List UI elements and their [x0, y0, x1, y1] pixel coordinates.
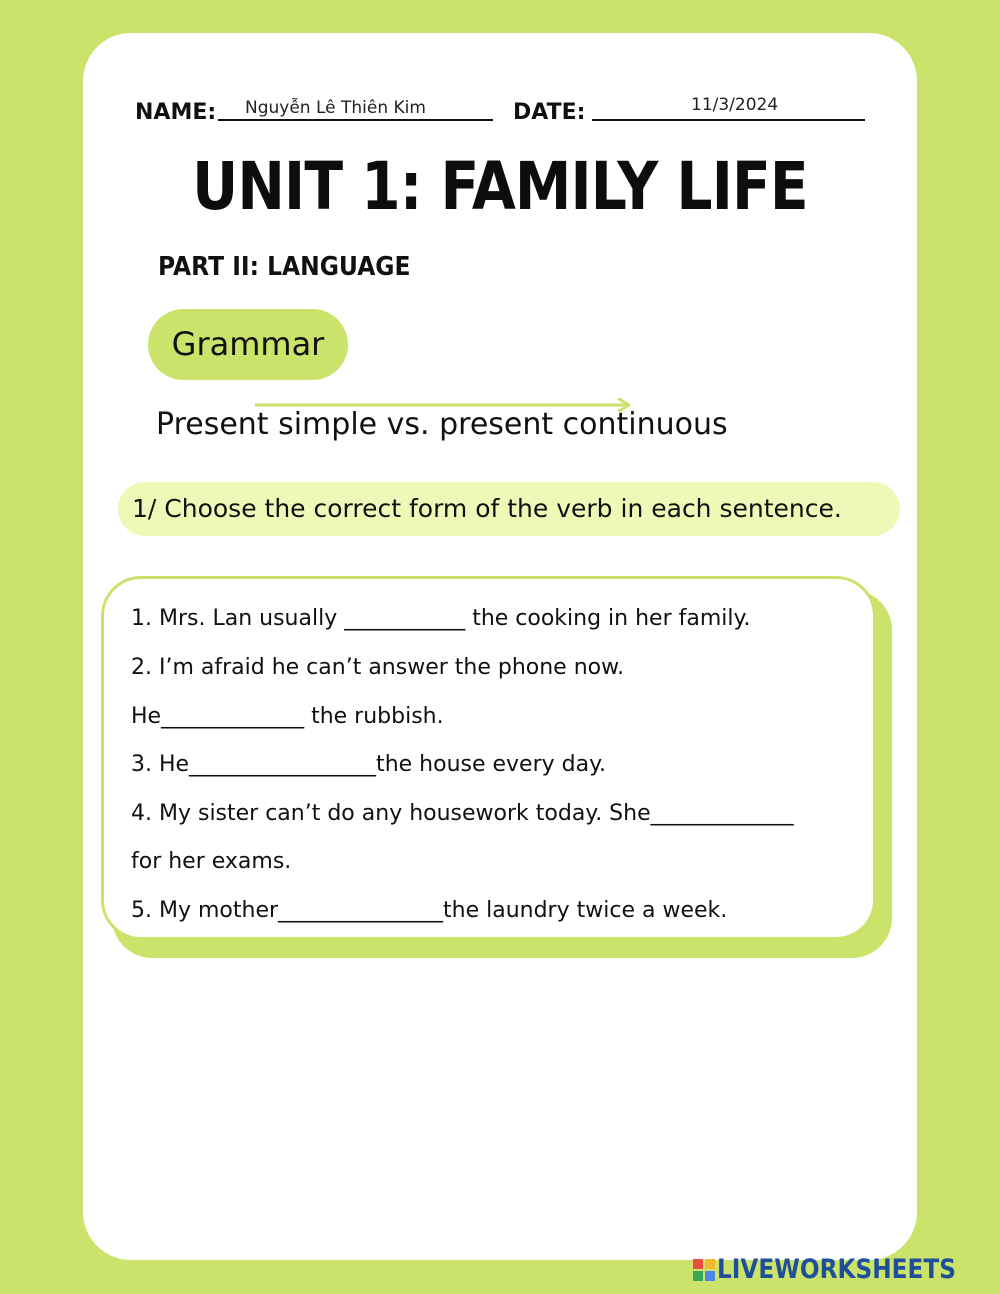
exercise-line: 3. He_________________the house every day. [131, 752, 606, 777]
date-line [592, 119, 865, 121]
part-heading: PART II: LANGUAGE [158, 252, 411, 282]
exercise-line: 5. My mother_______________the laundry twice a week. [131, 898, 728, 923]
instruction-banner [118, 482, 900, 536]
logo-blocks-icon [693, 1259, 715, 1281]
exercise-line: 1. Mrs. Lan usually ___________ the cooking in her family. [131, 606, 751, 631]
logo-text: LIVEWORKSHEETS [717, 1254, 956, 1285]
grammar-tag-label: Grammar [171, 325, 325, 363]
liveworksheets-logo[interactable] [693, 1255, 993, 1285]
name-value[interactable]: Nguyễn Lê Thiên Kim [245, 98, 426, 118]
grammar-subtitle: Present simple vs. present continuous [156, 407, 728, 442]
exercise-line: 4. My sister can’t do any housework today. She_____________ [131, 801, 794, 826]
worksheet-title: UNIT 1: FAMILY LIFE [192, 148, 808, 225]
exercise-line: He_____________ the rubbish. [131, 704, 444, 729]
name-label: NAME: [135, 100, 217, 125]
date-value[interactable]: 11/3/2024 [691, 95, 779, 115]
date-label: DATE: [513, 100, 586, 125]
name-line [218, 119, 493, 121]
exercise-line: 2. I’m afraid he can’t answer the phone now. [131, 655, 625, 680]
name-date-row [135, 94, 870, 128]
grammar-tag [148, 309, 348, 380]
instruction-text: 1/ Choose the correct form of the verb in each sentence. [132, 494, 842, 523]
exercise-line: for her exams. [131, 849, 292, 874]
